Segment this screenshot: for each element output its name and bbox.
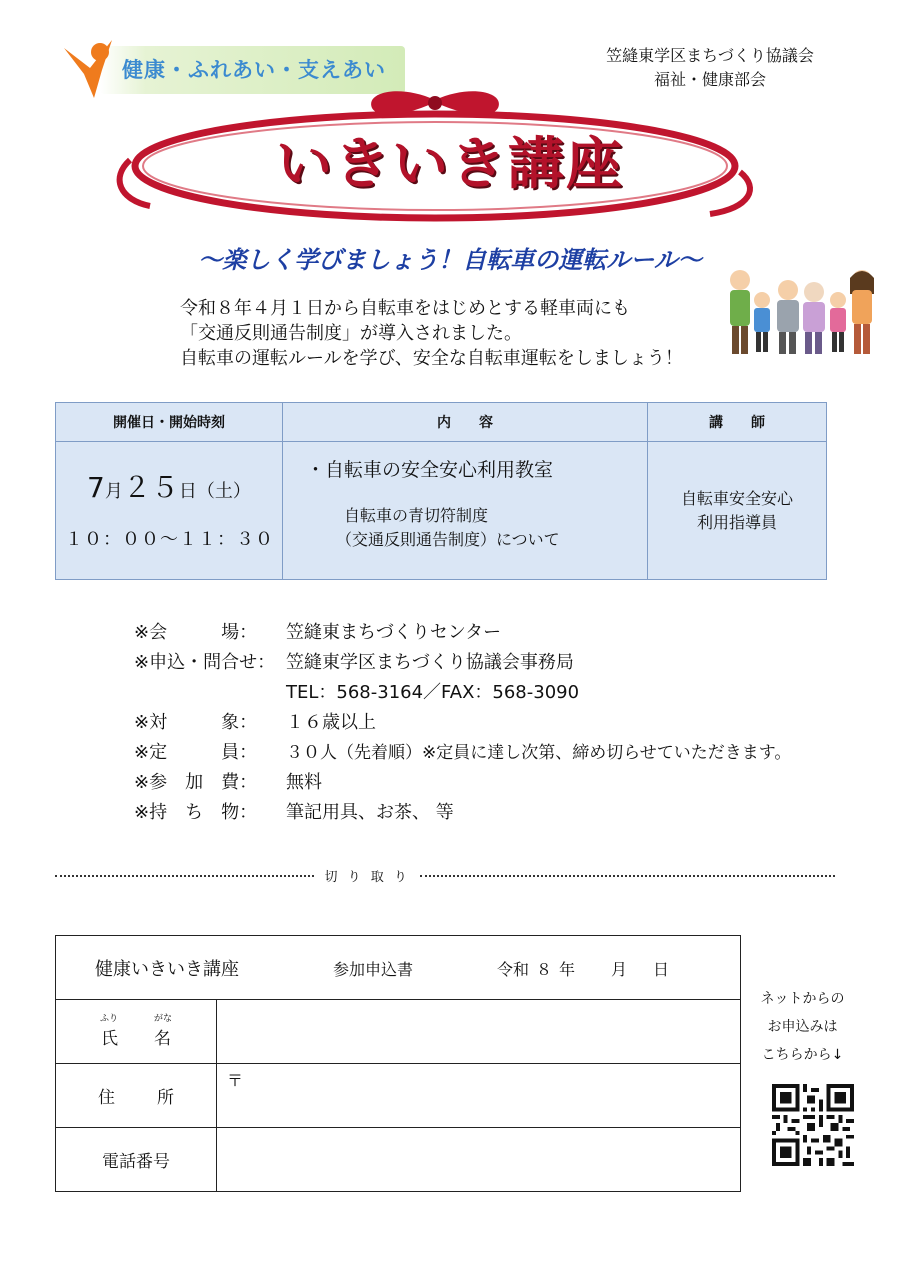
postal-mark: 〒 xyxy=(227,1071,244,1090)
event-date xyxy=(57,471,281,509)
detail-label: ※対 象： xyxy=(134,712,258,733)
name-label-cell xyxy=(56,1000,217,1064)
event-day: ２５ xyxy=(122,470,179,504)
content-cell xyxy=(283,442,648,580)
content-line: （交通反則通告制度）について xyxy=(336,530,560,549)
intro-line: 令和８年４月１日から自転車をはじめとする軽車両にも xyxy=(180,298,630,319)
event-month: 7 xyxy=(87,470,105,504)
name-field[interactable] xyxy=(217,1000,741,1064)
detail-value: １６歳以上 xyxy=(286,712,376,733)
instructor-line: 自転車安全安心 xyxy=(680,488,793,508)
form-era: 令和 xyxy=(497,959,530,979)
form-row-address xyxy=(56,1064,741,1128)
organizer-name: 笠縫東学区まちづくり協議会 xyxy=(606,46,814,65)
detail-row xyxy=(134,618,791,648)
detail-row xyxy=(134,738,791,768)
address-field[interactable] xyxy=(217,1064,741,1128)
form-year-unit: 年 xyxy=(559,959,576,979)
detail-value: ３０人（先着順）※定員に達し次第、締め切らせていただきます。 xyxy=(286,743,792,763)
detail-label xyxy=(134,678,286,708)
header-instructor: 講 師 xyxy=(648,403,827,442)
form-header xyxy=(56,936,741,1000)
cut-line-dots xyxy=(420,875,835,877)
event-weekday: （土） xyxy=(196,480,251,502)
form-day-unit: 日 xyxy=(653,959,670,979)
detail-label: ※参 加 費： xyxy=(134,772,258,793)
phone-label: 電話番号 xyxy=(56,1128,217,1192)
form-row-name xyxy=(56,1000,741,1064)
name-label xyxy=(57,1024,215,1049)
detail-value: 無料 xyxy=(286,772,322,793)
detail-value: 筆記用具、お茶、 等 xyxy=(286,802,454,823)
family-illustration-icon xyxy=(722,266,882,356)
cut-line xyxy=(55,866,835,885)
organizer-division: 福祉・健康部会 xyxy=(653,70,766,89)
event-time: １０：００～１１：３０ xyxy=(65,528,274,550)
content-title: ・自転車の安全安心利用教室 xyxy=(306,459,554,481)
detail-row xyxy=(134,768,791,798)
detail-row xyxy=(134,648,791,678)
net-line: こちらから↓ xyxy=(761,1047,844,1063)
event-details xyxy=(134,618,791,828)
event-month-unit: 月 xyxy=(104,480,123,502)
detail-label: ※定 員： xyxy=(134,742,258,763)
form-year: ８ xyxy=(536,959,553,979)
detail-value: 笠縫東まちづくりセンター xyxy=(286,622,502,643)
application-form xyxy=(55,935,741,1192)
detail-row xyxy=(134,798,791,828)
name-label-1: 氏 xyxy=(101,1029,118,1049)
intro-text xyxy=(180,296,740,371)
form-row-phone xyxy=(56,1128,741,1192)
header-content: 内 容 xyxy=(283,403,648,442)
slogan-text: 健康・ふれあい・支えあい xyxy=(122,58,386,82)
intro-line: 「交通反則通告制度」が導入されました。 xyxy=(180,323,522,344)
net-line: お申込みは xyxy=(767,1019,838,1035)
qr-code-icon[interactable] xyxy=(772,1084,854,1166)
address-label-2: 所 xyxy=(157,1088,174,1108)
form-month-unit: 月 xyxy=(611,959,628,979)
form-title: 健康いきいき講座 xyxy=(95,958,239,980)
online-application-note xyxy=(750,985,855,1069)
name-ruby xyxy=(57,1014,215,1024)
detail-value: 笠縫東学区まちづくり協議会事務局 xyxy=(286,652,574,673)
address-label xyxy=(57,1083,215,1108)
date-cell xyxy=(56,442,283,580)
detail-label: ※持 ち 物： xyxy=(134,802,258,823)
page-title: いきいき講座 xyxy=(276,132,624,197)
event-info-table xyxy=(55,402,827,580)
intro-line: 自転車の運転ルールを学び、安全な自転車運転をしましょう！ xyxy=(180,348,683,369)
form-subtitle: 参加申込書 xyxy=(333,959,414,979)
detail-row xyxy=(134,708,791,738)
table-header-row xyxy=(56,403,827,442)
phone-field[interactable] xyxy=(217,1128,741,1192)
address-label-cell xyxy=(56,1064,217,1128)
content-line: 自転車の青切符制度 xyxy=(344,506,489,525)
name-ruby-1: ふり xyxy=(99,1014,118,1024)
net-line: ネットからの xyxy=(760,991,845,1007)
form-header-row xyxy=(56,936,741,1000)
page-subtitle: ～楽しく学びましょう！自転車の運転ルール～ xyxy=(198,246,702,274)
cut-label: 切 り 取 り xyxy=(324,870,410,885)
detail-label: ※申込・問合せ： xyxy=(134,652,276,673)
name-label-2: 名 xyxy=(154,1029,171,1049)
instructor-cell xyxy=(648,442,827,580)
event-day-unit: 日 xyxy=(178,480,197,502)
detail-row xyxy=(134,678,791,708)
cut-line-dots xyxy=(55,875,314,877)
address-label-1: 住 xyxy=(98,1088,115,1108)
instructor-line: 利用指導員 xyxy=(696,512,777,532)
detail-value: TEL：568-3164／FAX：568-3090 xyxy=(286,682,580,703)
name-ruby-2: がな xyxy=(154,1014,173,1024)
detail-label: ※会 場： xyxy=(134,622,258,643)
table-row xyxy=(56,442,827,580)
organizer xyxy=(560,44,860,92)
header-date: 開催日・開始時刻 xyxy=(56,403,283,442)
